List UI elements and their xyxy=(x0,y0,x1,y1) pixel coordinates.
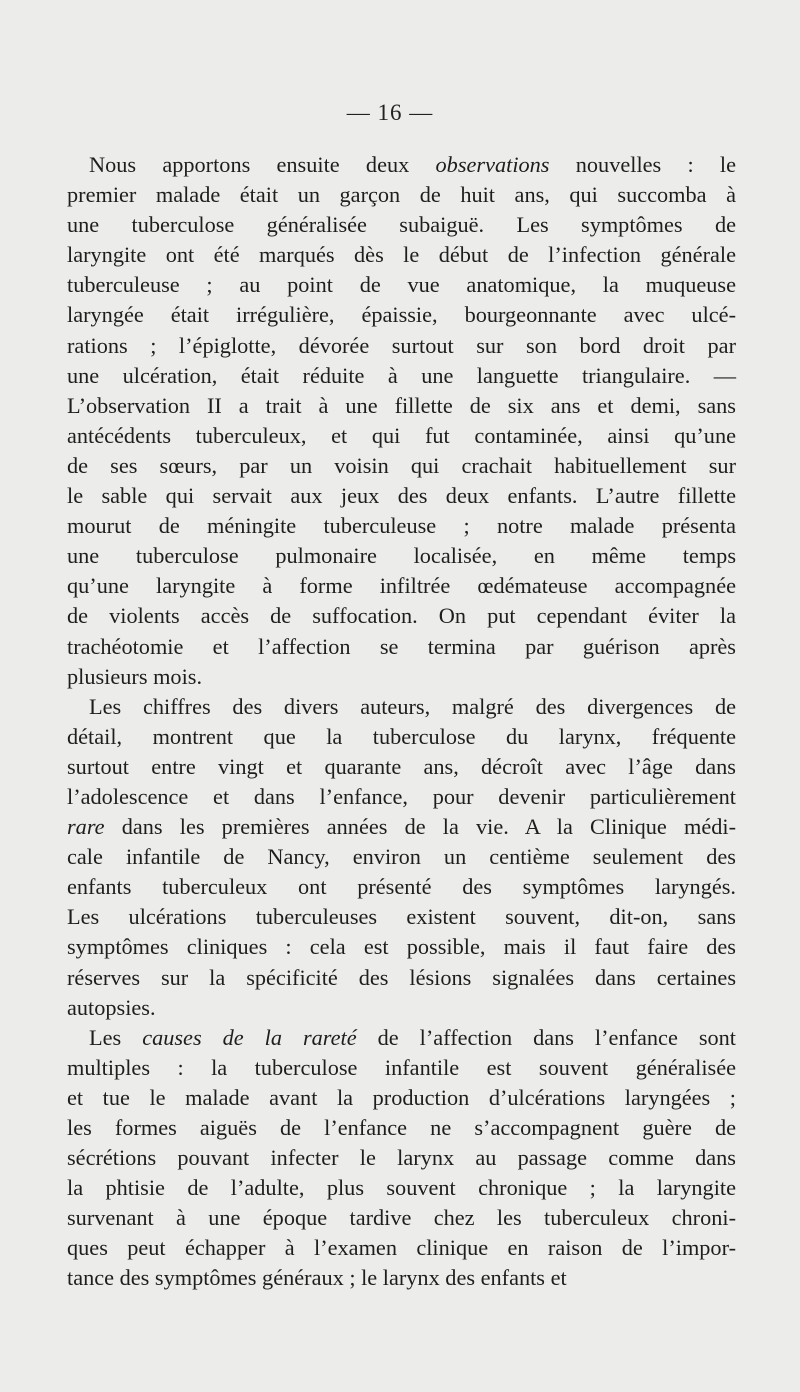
text-run: et tue le malade avant la production d’ulcérations laryngées ; xyxy=(67,1084,736,1110)
paragraph xyxy=(67,150,736,692)
text-line xyxy=(67,511,736,541)
text-run: qu’une laryngite à forme infiltrée œdémateuse accompagnée xyxy=(67,573,736,599)
text-run: de l’affection dans l’enfance sont xyxy=(356,1024,737,1050)
text-run: nouvelles : le xyxy=(549,152,736,177)
text-run: de ses sœurs, par un voisin qui crachait habituellement sur xyxy=(67,452,736,478)
text-run: une ulcération, était réduite à une languette triangulaire. — xyxy=(67,362,736,388)
text-run: cale infantile de Nancy, environ un centième seulement des xyxy=(67,844,736,870)
text-line xyxy=(67,872,736,902)
text-run: de violents accès de suffocation. On put cependant éviter la xyxy=(67,603,736,629)
text-line xyxy=(67,1173,736,1203)
text-run: ques peut échapper à l’examen clinique en raison de l’impor- xyxy=(67,1235,736,1261)
text-line xyxy=(67,1053,736,1083)
text-line xyxy=(67,902,736,932)
text-run: laryngée était irrégulière, épaissie, bourgeonnante avec ulcé- xyxy=(67,302,736,328)
text-run: Les chiffres des divers auteurs, malgré des divergences de xyxy=(89,693,736,719)
text-run: autopsies. xyxy=(67,994,156,1020)
text-run: détail, montrent que la tuberculose du larynx, fréquente xyxy=(67,723,736,749)
text-run: plusieurs mois. xyxy=(67,663,203,689)
text-line xyxy=(67,1083,736,1113)
text-line xyxy=(67,240,736,270)
text-line xyxy=(67,752,736,782)
text-line xyxy=(67,481,736,511)
text-run: une tuberculose pulmonaire localisée, en même temps xyxy=(67,543,736,569)
text-line xyxy=(67,782,736,812)
text-line xyxy=(67,842,736,872)
text-line xyxy=(67,391,736,421)
text-run: sécrétions pouvant infecter le larynx au passage comme dans xyxy=(67,1145,736,1171)
text-run: laryngite ont été marqués dès le début de l’infection générale xyxy=(67,242,736,268)
text-run: mourut de méningite tuberculeuse ; notre malade présenta xyxy=(67,513,736,539)
text-line xyxy=(67,180,736,210)
text-run: la phtisie de l’adulte, plus souvent chronique ; la laryngite xyxy=(67,1175,736,1201)
text-run: L’observation II a trait à une fillette de six ans et demi, sans xyxy=(67,392,736,418)
body-text xyxy=(67,150,736,1294)
text-run: Les ulcérations tuberculeuses existent souvent, dit-on, sans xyxy=(67,904,736,930)
text-line xyxy=(67,632,736,662)
text-line xyxy=(67,210,736,240)
text-run: tance des symptômes généraux ; le larynx des enfants et xyxy=(67,1265,567,1291)
text-line xyxy=(67,963,736,993)
italic-text: causes de la rareté xyxy=(142,1024,357,1050)
text-line xyxy=(67,451,736,481)
text-line xyxy=(67,421,736,451)
text-line xyxy=(67,932,736,962)
text-line xyxy=(67,662,736,692)
text-line xyxy=(67,1023,736,1053)
text-line xyxy=(67,1263,736,1293)
text-run: tuberculeuse ; au point de vue anatomique, la muqueuse xyxy=(67,272,736,298)
italic-text: observations xyxy=(435,152,550,177)
text-run: Nous apportons ensuite deux xyxy=(89,152,436,177)
paragraph xyxy=(67,1023,736,1294)
text-line xyxy=(67,722,736,752)
text-run: symptômes cliniques : cela est possible, mais il faut faire des xyxy=(67,934,736,960)
text-line xyxy=(67,270,736,300)
page-number: — 16 — xyxy=(346,100,434,125)
text-run: réserves sur la spécificité des lésions signalées dans certaines xyxy=(67,964,736,990)
text-run: le sable qui servait aux jeux des deux enfants. L’autre fillette xyxy=(67,483,736,509)
text-run: antécédents tuberculeux, et qui fut contaminée, ainsi qu’une xyxy=(67,422,736,448)
text-run: enfants tuberculeux ont présenté des symptômes laryngés. xyxy=(67,874,736,900)
text-run: Les xyxy=(89,1024,143,1050)
text-run: survenant à une époque tardive chez les tuberculeux chroni- xyxy=(67,1205,736,1231)
paragraph xyxy=(67,692,736,1023)
text-run: rations ; l’épiglotte, dévorée surtout sur son bord droit par xyxy=(67,332,736,358)
text-line xyxy=(67,571,736,601)
text-run: une tuberculose généralisée subaiguë. Les symptômes de xyxy=(67,212,736,238)
text-line xyxy=(67,541,736,571)
text-run: surtout entre vingt et quarante ans, décroît avec l’âge dans xyxy=(67,753,736,779)
text-line xyxy=(67,692,736,722)
text-line xyxy=(67,993,736,1023)
text-line xyxy=(67,1113,736,1143)
text-run: trachéotomie et l’affection se termina par guérison après xyxy=(67,633,736,659)
text-line xyxy=(67,150,736,180)
text-line xyxy=(67,1203,736,1233)
text-line xyxy=(67,601,736,631)
text-run: dans les premières années de la vie. A la Clinique médi- xyxy=(104,814,736,840)
text-line xyxy=(67,1233,736,1263)
text-run: multiples : la tuberculose infantile est souvent généralisée xyxy=(67,1054,736,1080)
text-line xyxy=(67,1143,736,1173)
italic-text: rare xyxy=(67,814,105,840)
text-line xyxy=(67,331,736,361)
text-line xyxy=(67,812,736,842)
text-line xyxy=(67,361,736,391)
text-line xyxy=(67,300,736,330)
text-run: les formes aiguës de l’enfance ne s’accompagnent guère de xyxy=(67,1115,736,1140)
text-run: l’adolescence et dans l’enfance, pour devenir particulièrement xyxy=(67,783,736,809)
text-run: premier malade était un garçon de huit ans, qui succomba à xyxy=(67,182,736,208)
